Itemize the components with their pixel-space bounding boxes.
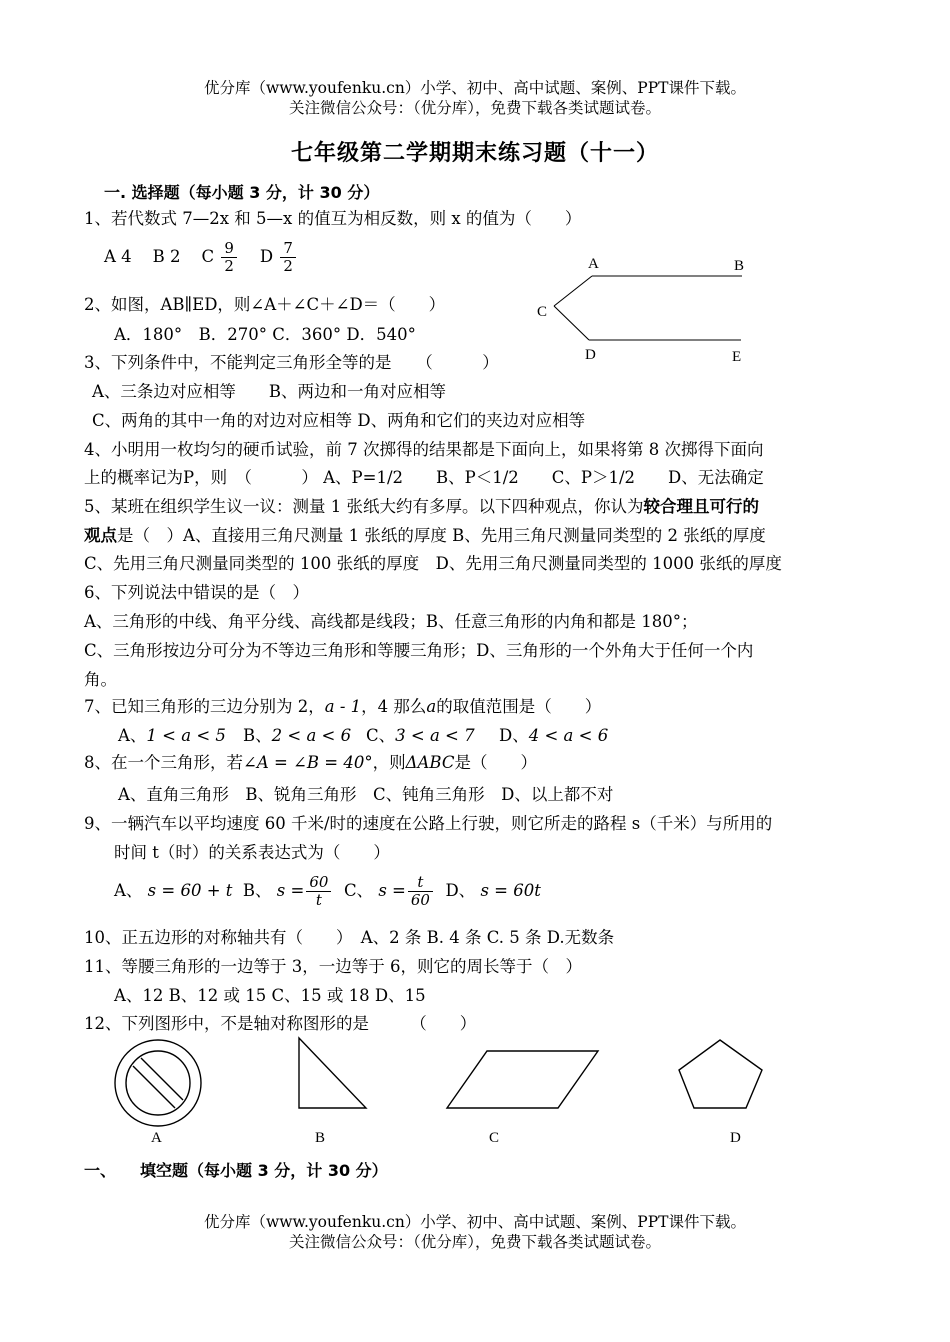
question-9-line-1: 9、一辆汽车以平均速度 60 千米/时的速度在公路上行驶，则它所走的路程 s（千米）与所用的	[84, 814, 773, 833]
figure-label-b: B	[734, 258, 745, 274]
question-7-option-a: A、1 < a < 5	[118, 726, 226, 745]
question-5-line-2: 观点是（ ）A、直接用三角尺测量 1 张纸的厚度 B、先用三角尺测量同类型的 2 张纸的厚度	[84, 526, 766, 545]
question-7-option-d: D、4 < a < 6	[499, 726, 609, 745]
footer-line-1: 优分库（www.youfenku.cn）小学、初中、高中试题、案例、PPT课件下载。	[203, 1213, 747, 1231]
question-11-options: A、12 B、12 或 15 C、15 或 18 D、15	[114, 986, 426, 1005]
figure-label-d: D	[585, 347, 596, 363]
question-6-line-3: 角。	[84, 670, 117, 689]
question-8-options: A、直角三角形 B、锐角三角形 C、钝角三角形 D、以上都不对	[118, 785, 614, 804]
question-11-stem: 11、等腰三角形的一边等于 3，一边等于 6，则它的周长等于（ ）	[84, 957, 582, 976]
q1-option-b: B 2	[152, 247, 181, 266]
q9-option-d: D、 s = 60t	[445, 881, 541, 900]
q5-emphasis-2: 观点	[84, 526, 117, 545]
question-8-stem: 8、在一个三角形，若∠A = ∠B = 40°，则ΔABC是（ ）	[84, 753, 537, 772]
page-title: 七年级第二学期期末练习题（十一）	[290, 140, 659, 166]
header-line-2: 关注微信公众号：（优分库），免费下载各类试题试卷。	[288, 99, 661, 117]
question-4-line-2: 上的概率记为P，则 （ ） A、P=1/2 B、P＜1/2 C、P＞1/2 D、无法确定	[84, 468, 764, 487]
question-2-stem: 2、如图，AB∥ED，则∠A＋∠C＋∠D＝（ ）	[84, 295, 446, 314]
question-7-stem: 7、已知三角形的三边分别为 2，a - 1，4 那么a的取值范围是（ ）	[84, 697, 602, 716]
question-1-stem: 1、若代数式 7—2x 和 5—x 的值互为相反数，则 x 的值为（ ）	[84, 209, 582, 228]
q9-option-c: C、 s = $\frac{t}{60}$	[344, 881, 435, 900]
question-7-option-c: C、3 < a < 7	[366, 726, 475, 745]
section-heading-choice: 一. 选择题（每小题 3 分，计 30 分）	[104, 183, 380, 202]
question-3-stem: 3、下列条件中，不能判定三角形全等的是 （ ）	[84, 353, 499, 372]
q7-expression: a - 1	[324, 697, 362, 716]
question-5-line-3: C、先用三角尺测量同类型的 100 张纸的厚度 D、先用三角尺测量同类型的 1000 张纸的厚度	[84, 554, 782, 573]
question-6-line-1: A、三角形的中线、角平分线、高线都是线段；B、任意三角形的内角和都是 180°；	[84, 612, 698, 631]
q12-shape-a-no-symbol	[115, 1040, 201, 1126]
q1-option-c-label: C	[201, 247, 215, 266]
question-6-stem: 6、下列说法中错误的是（ ）	[84, 583, 309, 602]
q5-emphasis-1: 较合理且可行的	[643, 497, 759, 516]
question-12-stem: 12、下列图形中，不是轴对称图形的是 （ ）	[84, 1014, 477, 1033]
figure-label-c: C	[537, 304, 548, 320]
q12-shape-c-parallelogram	[447, 1051, 598, 1108]
q1-option-d-label: D	[259, 247, 274, 266]
figure-q2-parallel-lines	[554, 276, 742, 340]
figure-label-e: E	[732, 349, 742, 365]
question-4-line-1: 4、小明用一枚均匀的硬币试验，前 7 次掷得的结果都是下面向上，如果将第 8 次掷得下面向	[84, 440, 764, 459]
figure-label-a: A	[588, 256, 599, 272]
question-10: 10、正五边形的对称轴共有（ ） A、2 条 B. 4 条 C. 5 条 D.无数条	[84, 928, 615, 947]
q1-option-d-fraction: $\frac{7}{2}$	[280, 240, 296, 275]
q1-option-c-fraction: $\frac{9}{2}$	[221, 240, 237, 275]
q12-shape-b-right-triangle	[299, 1038, 366, 1108]
q12-label-d: D	[730, 1130, 741, 1146]
q8-triangle: ΔABC	[405, 753, 455, 772]
question-3-options-row-2: C、两角的其中一角的对边对应相等 D、两角和它们的夹边对应相等	[92, 411, 586, 430]
q1-option-a: A 4	[104, 247, 132, 266]
q12-label-b: B	[315, 1130, 326, 1146]
footer-line-2: 关注微信公众号：（优分库），免费下载各类试题试卷。	[288, 1233, 661, 1251]
question-5-line-1: 5、某班在组织学生议一议：测量 1 张纸大约有多厚。以下四种观点，你认为较合理且可行的	[84, 497, 759, 516]
question-9-line-2: 时间 t（时）的关系表达式为（ ）	[114, 843, 390, 862]
question-9-options	[114, 874, 541, 909]
q12-shape-d-pentagon	[679, 1040, 762, 1108]
q7-variable: a	[426, 697, 437, 716]
q12-label-c: C	[489, 1130, 500, 1146]
question-2-options: A．180° B．270° C．360° D．540°	[114, 325, 416, 344]
q9-option-b: B、 s = $\frac{60}{t}$	[243, 881, 334, 900]
q9-option-a: A、 s = 60 + t	[114, 881, 233, 900]
q12-label-a: A	[151, 1130, 162, 1146]
section-heading-fill-in: 一、 填空题（每小题 3 分，计 30 分）	[84, 1161, 388, 1180]
q8-angle-expression: ∠A = ∠B = 40°	[243, 753, 373, 772]
question-3-options-row-1: A、三条边对应相等 B、两边和一角对应相等	[92, 382, 447, 401]
header-line-1: 优分库（www.youfenku.cn）小学、初中、高中试题、案例、PPT课件下载。	[203, 79, 747, 97]
question-1-options	[104, 240, 298, 275]
question-7-option-b: B、2 < a < 6	[243, 726, 352, 745]
question-6-line-2: C、三角形按边分可分为不等边三角形和等腰三角形；D、三角形的一个外角大于任何一个内	[84, 641, 754, 660]
